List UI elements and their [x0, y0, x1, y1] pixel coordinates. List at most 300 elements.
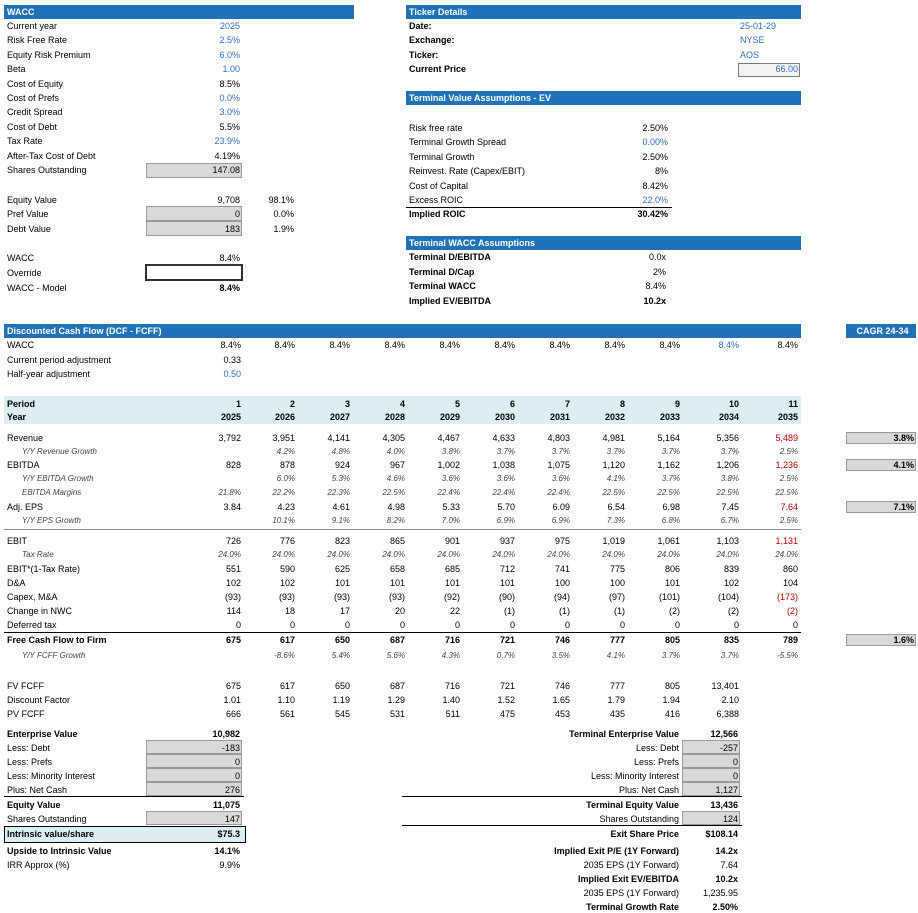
cap-value[interactable]: 183	[224, 223, 240, 234]
dcf-value: 101	[334, 578, 350, 588]
dcf-value: 100	[554, 578, 570, 588]
period-number: 11	[788, 399, 798, 409]
dcf-value: 4.8%	[331, 447, 350, 456]
dcf-value: 5,356	[716, 433, 739, 443]
year-number: 2032	[604, 412, 625, 422]
dcf-value: 22	[449, 606, 460, 616]
dcf-value: 3.7%	[551, 447, 570, 456]
dcf-value: 1,103	[716, 536, 739, 546]
dcf-value: 24.0%	[272, 550, 295, 559]
terminal-value: 7.64	[720, 860, 738, 870]
wacc-value[interactable]: 1.00	[222, 64, 240, 75]
terminal-value: 13,436	[710, 800, 738, 810]
terminal-value: 0	[732, 771, 738, 781]
year-number: 2034	[718, 412, 739, 422]
dcf-value: 4.2%	[276, 447, 295, 456]
dcf-value: 4.61	[332, 502, 350, 512]
dcf-value: 7.0%	[441, 516, 460, 525]
dcf-value: 21.8%	[218, 488, 241, 497]
dcf-value: 650	[334, 635, 350, 645]
equity-divider	[4, 796, 244, 797]
dcf-value: 805	[664, 681, 680, 691]
wacc-header: WACC	[4, 5, 354, 19]
period-number: 9	[674, 399, 680, 409]
wacc-value[interactable]: 3.0%	[219, 107, 240, 118]
dcf-value: 17	[339, 606, 350, 616]
dcf-value: 7.64	[780, 502, 798, 512]
dcf-value: 13,401	[711, 681, 739, 691]
dcf-value: 3.8%	[441, 447, 460, 456]
tv-label: Implied ROIC	[409, 209, 466, 220]
dcf-value: 6.09	[552, 502, 570, 512]
dcf-value: 3.7%	[661, 651, 680, 660]
terminal-value: 14.2x	[715, 846, 738, 856]
cpa-label: Current period adjustment	[7, 355, 112, 365]
terminal-label: Less: Minority Interest	[590, 771, 679, 781]
wacc-value[interactable]: 4.19%	[214, 150, 240, 161]
wacc-value: 8.4%	[219, 253, 240, 263]
dcf-value: 3.7%	[606, 447, 625, 456]
ticker-label: Date:	[409, 21, 432, 31]
valuation-value: 10,982	[212, 729, 240, 739]
dcf-value	[193, 446, 241, 458]
dcf-value: 712	[499, 564, 515, 574]
dcf-value: 789	[782, 635, 798, 645]
valuation-label: Less: Debt	[7, 743, 51, 753]
dcf-value: 0	[619, 620, 625, 630]
year-label: Year	[7, 412, 27, 422]
override-input[interactable]	[145, 264, 243, 281]
cap-label: Equity Value	[7, 195, 57, 205]
dcf-value: 0	[454, 620, 460, 630]
dcf-value: 4,803	[547, 433, 570, 443]
dcf-value: 6.54	[607, 502, 625, 512]
period-number: 7	[564, 399, 570, 409]
valuation-value: 11,075	[212, 800, 240, 810]
dcf-value: 4.1%	[606, 474, 625, 483]
terminal-value: $108.14	[705, 829, 738, 839]
wacc-value[interactable]: 0.0%	[219, 93, 240, 103]
wacc-label: Cost of Equity	[7, 78, 64, 89]
dcf-wacc-value: 8.4%	[659, 340, 680, 350]
dcf-value: 3.7%	[661, 447, 680, 456]
dcf-value: 6.7%	[720, 516, 739, 525]
dcf-row-label: Y/Y FCFF Growth	[22, 651, 86, 660]
dcf-row-label: Tax Rate	[22, 550, 54, 559]
wacc-label: Cost of Prefs	[7, 93, 60, 103]
dcf-value: 6.8%	[661, 516, 680, 525]
dcf-value: 685	[444, 564, 460, 574]
dcf-value: 114	[226, 606, 241, 616]
dcf-value: 2.5%	[779, 474, 798, 483]
dcf-value: (93)	[224, 592, 241, 602]
dcf-value: 22.3%	[327, 488, 350, 497]
wacc-value[interactable]: 147.08	[212, 165, 240, 175]
dcf-value: 551	[225, 564, 241, 574]
dcf-value: 4,467	[437, 433, 460, 443]
dcf-value: 24.0%	[382, 550, 405, 559]
terminal-label: 2035 EPS (1Y Forward)	[583, 860, 679, 870]
terminal-value: 12,566	[710, 729, 738, 739]
dcf-row-label: EBITDA	[7, 460, 40, 470]
dcf-row-label: Revenue	[7, 433, 44, 443]
dcf-value: 22.4%	[492, 488, 515, 497]
hya-value[interactable]: 0.50	[223, 369, 241, 379]
dcf-value	[193, 473, 241, 485]
terminal-value: -257	[719, 743, 738, 753]
cap-pct: 1.9%	[273, 223, 294, 234]
wacc-value[interactable]: 23.9%	[214, 136, 240, 147]
wacc-label: WACC	[7, 253, 35, 263]
dcf-value: 901	[444, 536, 460, 546]
dcf-value: 24.0%	[437, 550, 460, 559]
valuation-value: -183	[221, 743, 240, 753]
dcf-value: 1,019	[602, 536, 625, 546]
dcf-value: 746	[554, 681, 570, 691]
dcf-value: 1.79	[607, 695, 625, 705]
dcf-value: 716	[444, 681, 460, 691]
dcf-row-label: Change in NWC	[7, 606, 73, 616]
dcf-value: 24.0%	[547, 550, 570, 559]
dcf-value: 24.0%	[716, 550, 739, 559]
wacc-label: Current year	[7, 21, 58, 31]
dcf-value: 975	[554, 536, 570, 546]
dcf-row-label: Y/Y EBITDA Growth	[22, 474, 94, 483]
dcf-value: 741	[554, 564, 570, 574]
dcf-value: 4.6%	[386, 474, 405, 483]
cagr-value: 7.1%	[893, 502, 914, 512]
dcf-value: 10.1%	[272, 516, 295, 525]
terminal-label: Exit Share Price	[610, 829, 679, 839]
tv-label: Excess ROIC	[409, 195, 464, 205]
dcf-value: 3,951	[272, 433, 295, 443]
wacc-value[interactable]: 2.5%	[219, 35, 240, 46]
wacc-label: Beta	[7, 64, 26, 75]
valuation-label: Equity Value	[7, 800, 61, 810]
implied-roic-divider	[406, 207, 672, 208]
dcf-value: 0	[564, 620, 570, 630]
valuation-label: Shares Outstanding	[7, 814, 87, 824]
terminal-value-header: Terminal Value Assumptions - EV	[406, 91, 801, 105]
dcf-value	[193, 515, 241, 527]
dcf-value: 0.7%	[496, 651, 515, 660]
cap-value[interactable]: 0	[234, 209, 240, 220]
t-exit-divider	[402, 825, 742, 826]
dcf-value: 6.9%	[551, 516, 570, 525]
dcf-value: 5,164	[657, 433, 680, 443]
dcf-value: 475	[499, 709, 515, 719]
dcf-value: 937	[499, 536, 515, 546]
wacc-value[interactable]: 5.5%	[219, 121, 240, 132]
dcf-row-label: EBITDA Margins	[22, 488, 82, 497]
dcf-value: 777	[609, 635, 625, 645]
dcf-value: 1,131	[775, 536, 798, 546]
valuation-label: Less: Minority Interest	[7, 771, 96, 781]
period-number: 8	[619, 399, 625, 409]
dcf-value: 675	[225, 635, 241, 645]
cagr-header: CAGR 24-34	[846, 324, 916, 338]
period-number: 4	[399, 399, 405, 409]
dcf-value: (93)	[278, 592, 295, 602]
tv-value: 2.50%	[642, 151, 668, 162]
dcf-row-label: Y/Y EPS Growth	[22, 516, 81, 525]
terminal-value: 124	[722, 814, 738, 824]
dcf-wacc-value: 8.4%	[220, 340, 241, 350]
dcf-value: 806	[664, 564, 680, 574]
terminal-label: Less: Debt	[635, 743, 679, 753]
wacc-label: Equity Risk Premium	[7, 49, 91, 60]
dcf-value: 416	[664, 709, 680, 719]
dcf-value: 5.70	[497, 502, 515, 512]
dcf-row-label: Free Cash Flow to Firm	[7, 635, 107, 645]
dcf-value: 716	[444, 635, 460, 645]
wacc-value[interactable]: 6.0%	[219, 49, 240, 60]
dcf-value: 650	[334, 681, 350, 691]
valuation-value: 14.1%	[214, 846, 240, 856]
ticker-label: Exchange:	[409, 35, 455, 46]
dcf-value: 1.29	[387, 695, 405, 705]
wacc-label: After-Tax Cost of Debt	[7, 150, 96, 161]
valuation-label: Less: Prefs	[7, 757, 53, 767]
dcf-value: 24.0%	[657, 550, 680, 559]
dcf-wacc-value: 8.4%	[777, 340, 798, 350]
ticker-label: Current Price	[409, 64, 467, 75]
cap-label: Pref Value	[7, 209, 49, 220]
dcf-value: 2.5%	[779, 447, 798, 456]
dcf-value: -5.5%	[777, 651, 798, 660]
dcf-value: 8.2%	[386, 516, 405, 525]
period-number: 5	[454, 399, 460, 409]
dcf-value: 3.7%	[720, 447, 739, 456]
dcf-value: 3.6%	[496, 474, 515, 483]
year-number: 2025	[220, 412, 241, 422]
dcf-value: 4.98	[387, 502, 405, 512]
tv-value: 8.42%	[642, 180, 668, 191]
dcf-value: 823	[334, 536, 350, 546]
dcf-value: 102	[279, 578, 295, 588]
valuation-value: 276	[224, 785, 240, 795]
twacc-value: 8.4%	[645, 281, 666, 292]
hya-label: Half-year adjustment	[7, 369, 91, 379]
wacc-label: Shares Outstanding	[7, 165, 87, 175]
dcf-value: 1.10	[277, 695, 295, 705]
fcff-divider	[4, 632, 801, 633]
dcf-value: 7.45	[721, 502, 739, 512]
dcf-header: Discounted Cash Flow (DCF - FCFF)	[4, 324, 801, 338]
cagr-value: 1.6%	[893, 635, 914, 645]
dcf-value: (97)	[608, 592, 625, 602]
dcf-wacc-value: 8.4%	[274, 340, 295, 350]
dcf-value: 2.5%	[779, 516, 798, 525]
dcf-value: 7.3%	[606, 516, 625, 525]
dcf-value: 20	[394, 606, 405, 616]
dcf-value: 4,981	[602, 433, 625, 443]
terminal-label: Terminal Equity Value	[586, 800, 679, 810]
dcf-value: 24.0%	[602, 550, 625, 559]
wacc-label: Cost of Debt	[7, 121, 58, 132]
terminal-value: 10.2x	[715, 874, 738, 884]
twacc-value: 10.2x	[643, 295, 666, 306]
twacc-label: Implied EV/EBITDA	[409, 295, 492, 306]
cpa-value: 0.33	[223, 355, 241, 365]
dcf-value: (2)	[787, 606, 798, 616]
dcf-value: 100	[609, 578, 625, 588]
dcf-value: (2)	[728, 606, 739, 616]
tv-value: 22.0%	[642, 195, 668, 205]
dcf-value: 617	[279, 635, 295, 645]
terminal-label: Terminal Growth Rate	[586, 902, 679, 912]
year-number: 2027	[329, 412, 350, 422]
ticker-value[interactable]: 66.00	[775, 64, 798, 75]
dcf-value: 0	[509, 620, 515, 630]
valuation-value: 147	[224, 814, 240, 824]
ticker-label: Ticker:	[409, 49, 439, 60]
dcf-value: 3.5%	[551, 651, 570, 660]
dcf-value: 22.5%	[716, 488, 739, 497]
dcf-value: 6.9%	[496, 516, 515, 525]
dcf-value: (93)	[388, 592, 405, 602]
dcf-value: 617	[279, 681, 295, 691]
wacc-model-label: WACC - Model	[7, 283, 67, 293]
dcf-value: 0	[733, 620, 739, 630]
twacc-label: Terminal D/EBITDA	[409, 252, 491, 262]
dcf-value: 101	[444, 578, 460, 588]
dcf-row-label: PV FCFF	[7, 709, 45, 719]
dcf-value: 0	[399, 620, 405, 630]
year-number: 2029	[439, 412, 460, 422]
valuation-value: $75.3	[217, 829, 240, 839]
dcf-value: 0	[674, 620, 680, 630]
dcf-value: 828	[225, 460, 241, 470]
dcf-value: 102	[723, 578, 739, 588]
twacc-label: Terminal WACC	[409, 281, 476, 292]
terminal-value: 1,235.95	[702, 888, 738, 898]
dcf-value: 5,489	[775, 433, 798, 443]
dcf-value: 22.5%	[602, 488, 625, 497]
wacc-model-value: 8.4%	[219, 283, 240, 293]
wacc-value[interactable]: 8.5%	[219, 78, 240, 89]
dcf-value: 3.84	[223, 502, 241, 512]
ticker-value[interactable]: 25-01-29	[740, 21, 777, 31]
valuation-value: 0	[234, 757, 240, 767]
dcf-value: 453	[554, 709, 570, 719]
dcf-value: 1.94	[662, 695, 680, 705]
dcf-value: 924	[334, 460, 350, 470]
period-label: Period	[7, 399, 36, 409]
dcf-value: 6,388	[716, 709, 739, 719]
dcf-value: 4,141	[327, 433, 350, 443]
dcf-value: 101	[389, 578, 405, 588]
tv-label: Terminal Growth	[409, 151, 475, 162]
dcf-value: 1.01	[223, 695, 241, 705]
dcf-value: 1.40	[442, 695, 460, 705]
period-number: 2	[289, 399, 295, 409]
override-label: Override	[7, 268, 42, 278]
year-number: 2033	[659, 412, 680, 422]
valuation-label: Upside to Intrinsic Value	[7, 846, 112, 856]
dcf-value: 878	[279, 460, 295, 470]
tv-value: 30.42%	[637, 209, 668, 220]
terminal-label: 2035 EPS (1Y Forward)	[583, 888, 679, 898]
ticker-value[interactable]: AOS	[740, 49, 760, 60]
dcf-value: 721	[499, 681, 515, 691]
dcf-value: 3.8%	[720, 474, 739, 483]
dcf-value: 967	[389, 460, 405, 470]
dcf-value: 3.6%	[441, 474, 460, 483]
dcf-value: 6.98	[662, 502, 680, 512]
dcf-value: 4.3%	[441, 651, 460, 660]
terminal-wacc-header: Terminal WACC Assumptions	[406, 236, 801, 250]
dcf-value: (104)	[717, 592, 739, 602]
dcf-value: 0	[344, 620, 350, 630]
dcf-value: (1)	[504, 606, 515, 616]
dcf-value: 687	[389, 681, 405, 691]
dcf-wacc-label: WACC	[7, 340, 35, 350]
ticker-value[interactable]: NYSE	[740, 35, 765, 46]
dcf-value: (101)	[658, 592, 680, 602]
terminal-label: Implied Exit P/E (1Y Forward)	[554, 846, 679, 856]
dcf-wacc-value: 8.4%	[329, 340, 350, 350]
valuation-label: Intrinsic value/share	[7, 829, 95, 839]
wacc-value[interactable]: 2025	[219, 21, 240, 31]
dcf-value: 1,120	[602, 460, 625, 470]
year-number: 2028	[384, 412, 405, 422]
dcf-value: 5.3%	[331, 474, 350, 483]
dcf-value: (90)	[498, 592, 515, 602]
valuation-value: 9.9%	[219, 860, 240, 870]
dcf-row-label: D&A	[7, 578, 26, 588]
dcf-wacc-value: 8.4%	[439, 340, 460, 350]
dcf-value: 1.65	[552, 695, 570, 705]
tv-label: Terminal Growth Spread	[409, 137, 507, 148]
dcf-value: 0	[792, 620, 798, 630]
dcf-value: 102	[225, 578, 241, 588]
dcf-value: 865	[389, 536, 405, 546]
valuation-value: 0	[234, 771, 240, 781]
dcf-value: 5.6%	[386, 651, 405, 660]
dcf-value: 1.52	[497, 695, 515, 705]
dcf-value: 22.4%	[547, 488, 570, 497]
dcf-value: 104	[782, 578, 798, 588]
terminal-label: Shares Outstanding	[599, 814, 679, 824]
dcf-row-label: Discount Factor	[7, 695, 71, 705]
cap-pct: 0.0%	[273, 209, 294, 220]
dcf-value: (2)	[669, 606, 680, 616]
period-number: 3	[344, 399, 350, 409]
terminal-label: Terminal Enterprise Value	[569, 729, 679, 739]
dcf-value: 531	[389, 709, 405, 719]
dcf-value: 545	[334, 709, 350, 719]
cap-value[interactable]: 9,708	[217, 195, 240, 205]
dcf-value: 22.2%	[272, 488, 295, 497]
dcf-value: 22.5%	[775, 488, 798, 497]
dcf-value: 775	[609, 564, 625, 574]
dcf-value: (93)	[333, 592, 350, 602]
cagr-value: 3.8%	[893, 433, 914, 443]
dcf-value: 4,305	[382, 433, 405, 443]
year-number: 2035	[777, 412, 798, 422]
dcf-value: 1,236	[775, 460, 798, 470]
valuation-label: Plus: Net Cash	[7, 785, 68, 795]
valuation-label: Enterprise Value	[7, 729, 78, 739]
t-equity-divider	[402, 796, 742, 797]
dcf-value: 9.1%	[331, 516, 350, 525]
wacc-label: Tax Rate	[7, 136, 43, 147]
dcf-value: 1,002	[437, 460, 460, 470]
ebit-divider	[4, 529, 801, 530]
dcf-row-label: Deferred tax	[7, 620, 57, 630]
terminal-label: Less: Prefs	[633, 757, 679, 767]
